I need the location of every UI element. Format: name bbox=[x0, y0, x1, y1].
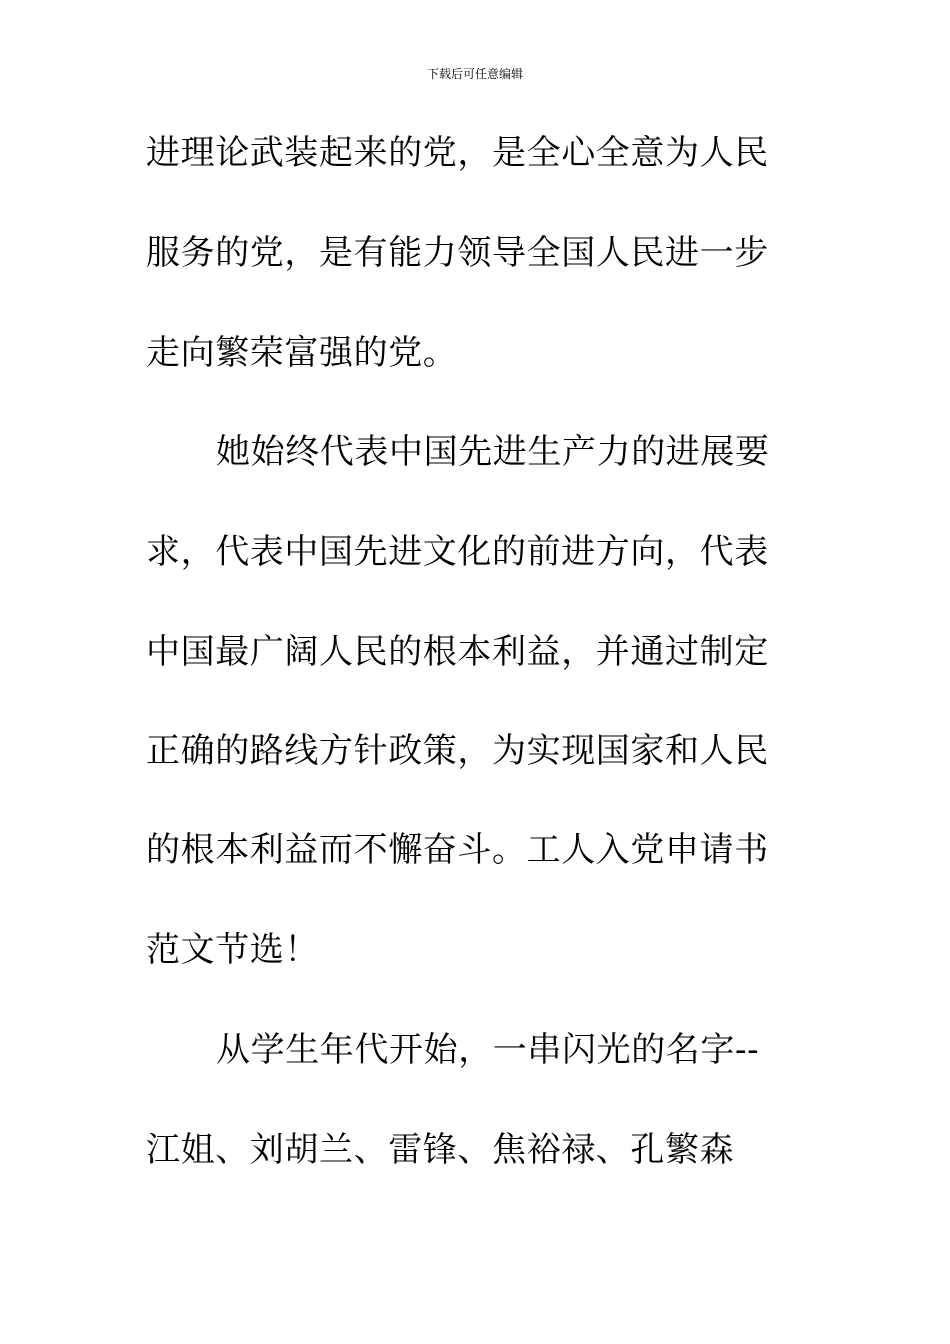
text-line: 范文节选！ bbox=[146, 930, 319, 970]
text-line: 求，代表中国先进文化的前进方向，代表 bbox=[146, 532, 769, 572]
text-line: 走向繁荣富强的党。 bbox=[146, 333, 458, 373]
text-line: 江姐、刘胡兰、雷锋、焦裕禄、孔繁森 bbox=[146, 1130, 735, 1170]
text-line: 服务的党，是有能力领导全国人民进一步 bbox=[146, 233, 769, 273]
text-line: 的根本利益而不懈奋斗。工人入党申请书 bbox=[146, 830, 769, 870]
text-line: 正确的路线方针政策，为实现国家和人民 bbox=[146, 731, 769, 771]
text-line: 中国最广阔人民的根本利益，并通过制定 bbox=[146, 632, 769, 672]
paragraph-start-line: 从学生年代开始，一串闪光的名字-- bbox=[216, 1030, 760, 1070]
paragraph-start-line: 她始终代表中国先进生产力的进展要 bbox=[216, 432, 770, 472]
text-line: 进理论武装起来的党，是全心全意为人民 bbox=[146, 133, 769, 173]
page-header: 下载后可任意编辑 bbox=[426, 67, 523, 81]
